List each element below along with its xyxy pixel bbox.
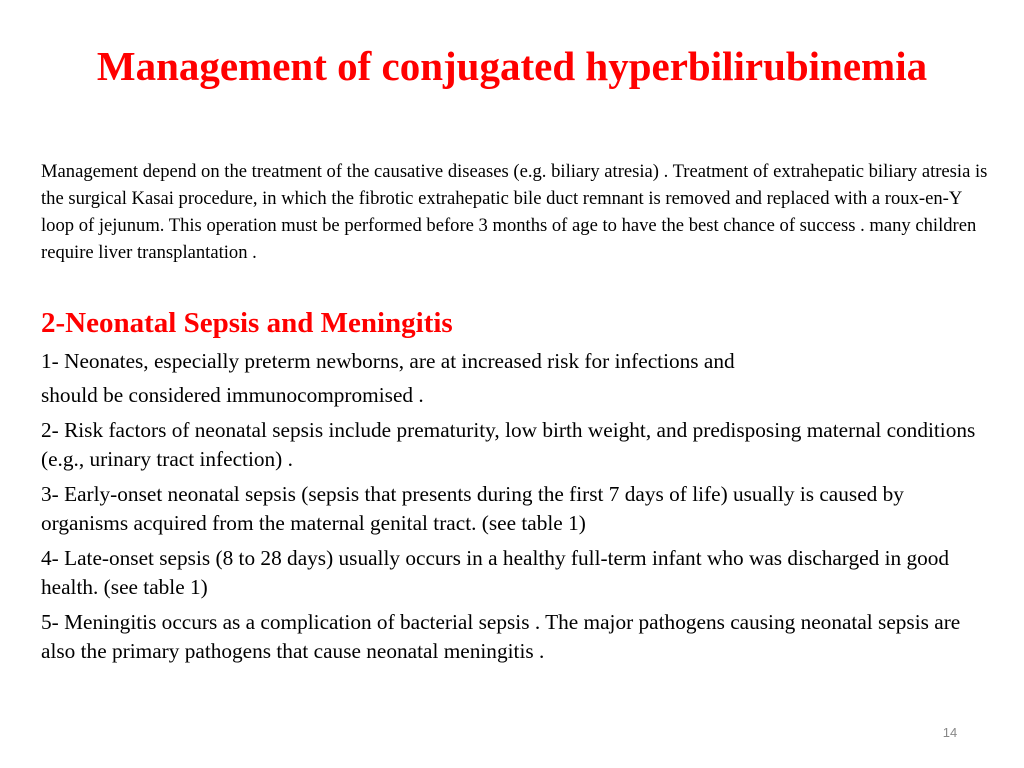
section-heading: 2-Neonatal Sepsis and Meningitis bbox=[41, 307, 453, 339]
point-item: 5- Meningitis occurs as a complication of bacterial sepsis . The major pathogens causing neonatal sepsis are also the primary pathogens that cause neonatal meningitis . bbox=[41, 610, 961, 663]
point-item: 4- Late-onset sepsis (8 to 28 days) usually occurs in a healthy full-term infant who was discharged in good health. (see table 1) bbox=[41, 546, 950, 599]
point-item: 1- Neonates, especially preterm newborns, are at increased risk for infections and bbox=[41, 349, 735, 373]
point-item: should be considered immunocompromised . bbox=[41, 383, 424, 407]
intro-paragraph: Management depend on the treatment of the causative diseases (e.g. biliary atresia) . Treatment of extrahepatic biliary atresia is the surgical Kasai procedure, in which the fibrotic extrahepatic bile duct remnant is removed and replaced with a roux-en-Y loop of jejunum. This operation must be performed before 3 months of age to have the best chance of success . many children require liver transplantation . bbox=[41, 161, 988, 263]
point-item: 3- Early-onset neonatal sepsis (sepsis that presents during the first 7 days of life) usually is caused by organisms acquired from the maternal genital tract. (see table 1) bbox=[41, 482, 904, 535]
slide-title: Management of conjugated hyperbilirubinemia bbox=[96, 43, 928, 89]
point-item: 2- Risk factors of neonatal sepsis include prematurity, low birth weight, and predisposing maternal conditions (e.g., urinary tract infection) . bbox=[41, 418, 976, 471]
points-list bbox=[41, 347, 991, 672]
page-number: 14 bbox=[942, 725, 958, 740]
